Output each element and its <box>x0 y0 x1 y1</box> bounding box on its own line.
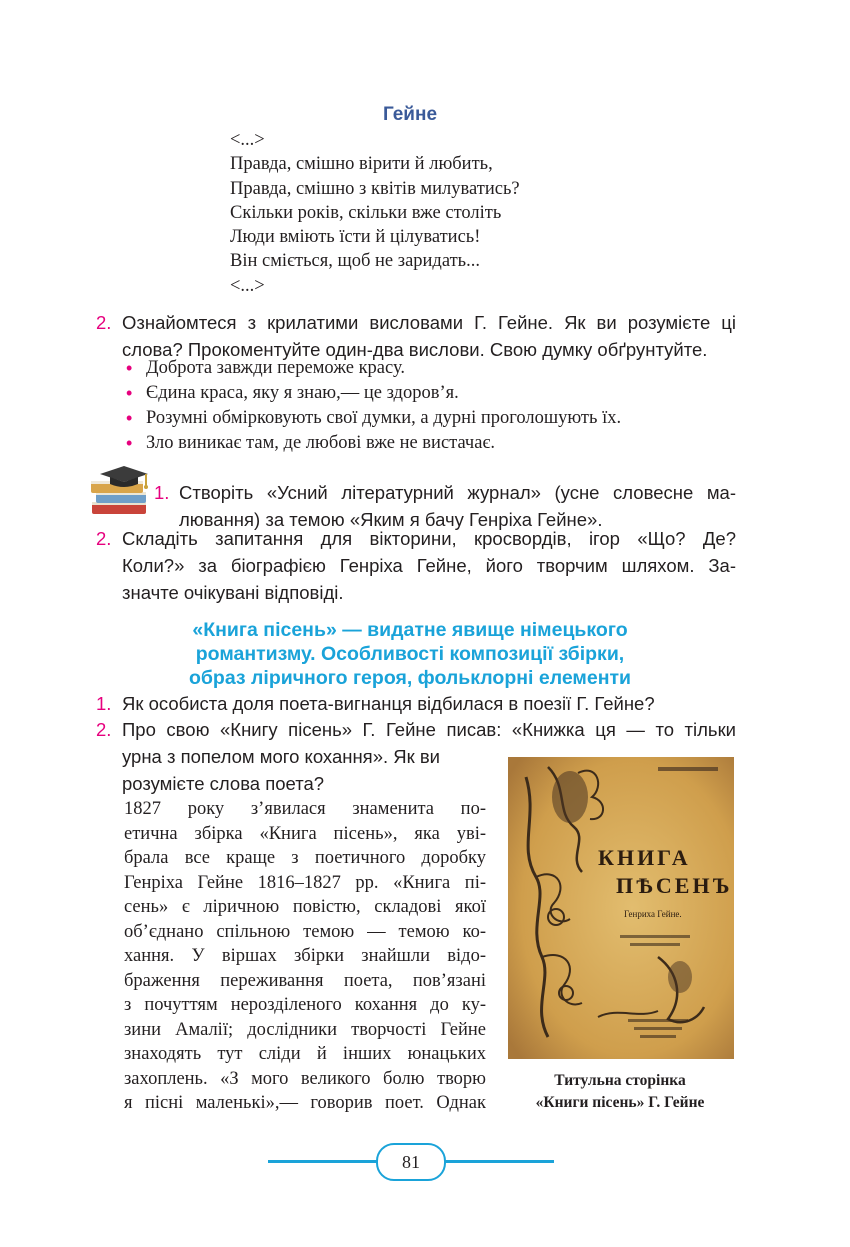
footer-line-left <box>268 1160 380 1163</box>
books-graduation-cap-icon <box>88 462 154 518</box>
question-text: розумієте слова поета? <box>122 773 325 794</box>
quote-list <box>124 356 621 456</box>
poem-line: Правда, смішно вірити й любить, <box>230 154 493 175</box>
cover-title: КНИГА <box>598 845 691 870</box>
heading-line: «Книга пісень» — видатне явище німецького <box>192 619 628 641</box>
poem-line: Правда, смішно з квітів милуватись? <box>230 178 520 199</box>
section-heading <box>0 618 820 690</box>
heading-line: образ ліричного героя, фольклорні елементи <box>188 667 632 689</box>
question-number: 1. <box>96 693 112 714</box>
body-line: захоплень. «З мого великого болю творю <box>124 1068 486 1089</box>
body-line: 1827 року з’явилася знаменита по- <box>124 799 486 819</box>
list-item: • Зло виникає там, де любові вже не вистачає. <box>124 431 621 456</box>
poem-line: <...> <box>230 130 265 150</box>
creative-task-2 <box>96 525 736 606</box>
question-1 <box>96 690 736 717</box>
question-number: 2. <box>96 719 112 740</box>
cover-title: ПѢСЕНЪ <box>616 873 733 898</box>
task-text: значте очікувані відповіді. <box>122 582 344 603</box>
poem-line: Він сміється, щоб не заридать... <box>230 251 480 272</box>
body-line: етична збірка «Книга пісень», яка уві- <box>124 823 486 844</box>
question-text: урна з попелом мого кохання». Як ви <box>122 746 441 767</box>
figure-caption <box>504 1070 736 1114</box>
task-number: 2. <box>96 528 112 549</box>
body-line: знаходять тут сліди й інших юнацьких <box>124 1044 486 1064</box>
task-text: Коли?» за біографією Генріха Гейне, його творчим шляхом. За- <box>122 555 736 576</box>
body-line: зини Амалії; дослідники творчості Гейне <box>124 1019 486 1040</box>
poem-line: <...> <box>230 275 265 296</box>
footer-line-right <box>440 1160 554 1163</box>
book-cover-image <box>508 757 734 1059</box>
task-number: 1. <box>154 482 170 503</box>
caption-line: Титульна сторінка <box>554 1072 686 1089</box>
task-text: лювання) за темою «Яким я бачу Генріха Гейне». <box>179 509 603 530</box>
task-text: Ознайомтеся з крилатими висловами Г. Гейне. Як ви розумієте ці <box>122 312 736 333</box>
heading-line: романтизму. Особливості композиції збірки, <box>195 643 625 665</box>
body-line: сень» є ліричною повістю, складові якої <box>124 897 486 917</box>
body-line: об’єднано спільною темою — темою ко- <box>124 921 486 942</box>
body-line: браження переживання поета, пов’язані <box>124 970 486 991</box>
body-paragraph <box>124 797 486 1116</box>
list-item: • Доброта завжди переможе красу. <box>124 356 621 381</box>
cover-author: Генриха Гейне. <box>624 909 682 919</box>
body-line: Генріха Гейне 1816–1827 рр. «Книга пі- <box>124 872 486 893</box>
body-line: з почуттям нерозділеного кохання до ку- <box>124 995 486 1015</box>
page-number: 81 <box>376 1143 446 1181</box>
task-text: Складіть запитання для вікторини, кросвордів, ігор «Що? Де? <box>122 528 736 549</box>
task-number: 2. <box>96 312 112 333</box>
task-quotes <box>96 309 736 363</box>
question-text: Про свою «Книгу пісень» Г. Гейне писав: «Книжка ця — то тільки <box>122 719 736 740</box>
question-text: Як особиста доля поета-вигнанця відбилася в поезії Г. Гейне? <box>122 693 655 714</box>
poem <box>230 128 520 298</box>
poem-line: Люди вміють їсти й цілуватись! <box>230 227 481 248</box>
task-text: слова? Прокоментуйте один-два вислови. Свою думку обґрунтуйте. <box>122 339 708 360</box>
list-item: • Єдина краса, яку я знаю,— це здоров’я. <box>124 381 621 406</box>
body-line: хання. У віршах збірки знайшли відо- <box>124 946 486 966</box>
body-line: я пісні маленькі»,— говорив поет. Однак <box>124 1093 486 1113</box>
task-text: Створіть «Усний літературний журнал» (усне словесне ма- <box>179 482 736 503</box>
poem-line: Скільки років, скільки вже століть <box>230 202 502 223</box>
body-line: брала все краще з поетичного доробку <box>124 848 486 868</box>
list-item: • Розумні обмірковують свої думки, а дурні проголошують їх. <box>124 406 621 431</box>
poem-title: Гейне <box>382 104 438 125</box>
caption-line: «Книги пісень» Г. Гейне <box>535 1094 705 1111</box>
